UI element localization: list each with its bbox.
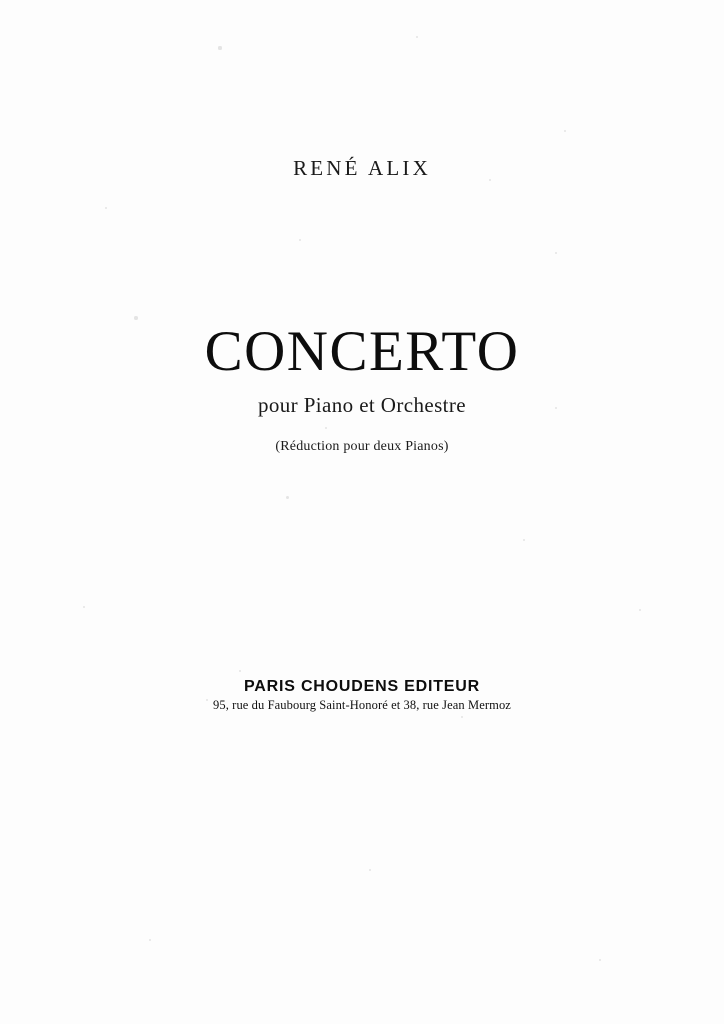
paper-speck — [461, 716, 463, 718]
publisher-name: PARIS CHOUDENS EDITEUR — [244, 678, 480, 695]
paper-speck — [489, 179, 491, 181]
paper-speck — [134, 316, 138, 320]
paper-speck — [286, 496, 289, 499]
paper-speck — [523, 539, 525, 541]
paper-speck — [325, 427, 328, 430]
paper-speck — [555, 252, 557, 254]
paper-speck — [83, 606, 85, 608]
paper-speck — [105, 207, 108, 210]
composer-name: RENÉ ALIX — [293, 156, 431, 180]
paper-speck — [218, 46, 221, 49]
work-subtitle: pour Piano et Orchestre — [257, 393, 467, 417]
paper-speck — [564, 130, 566, 132]
paper-speck — [639, 609, 641, 611]
paper-speck — [299, 239, 301, 241]
arrangement-note: (Réduction pour deux Pianos) — [275, 439, 449, 454]
paper-speck — [416, 36, 419, 39]
paper-speck — [369, 869, 371, 871]
paper-speck — [239, 670, 242, 673]
work-title: CONCERTO — [204, 320, 520, 383]
publisher-address: 95, rue du Faubourg Saint-Honoré et 38, rue Jean Mermoz — [213, 698, 511, 712]
paper-speck — [599, 959, 601, 961]
paper-speck — [149, 939, 151, 941]
